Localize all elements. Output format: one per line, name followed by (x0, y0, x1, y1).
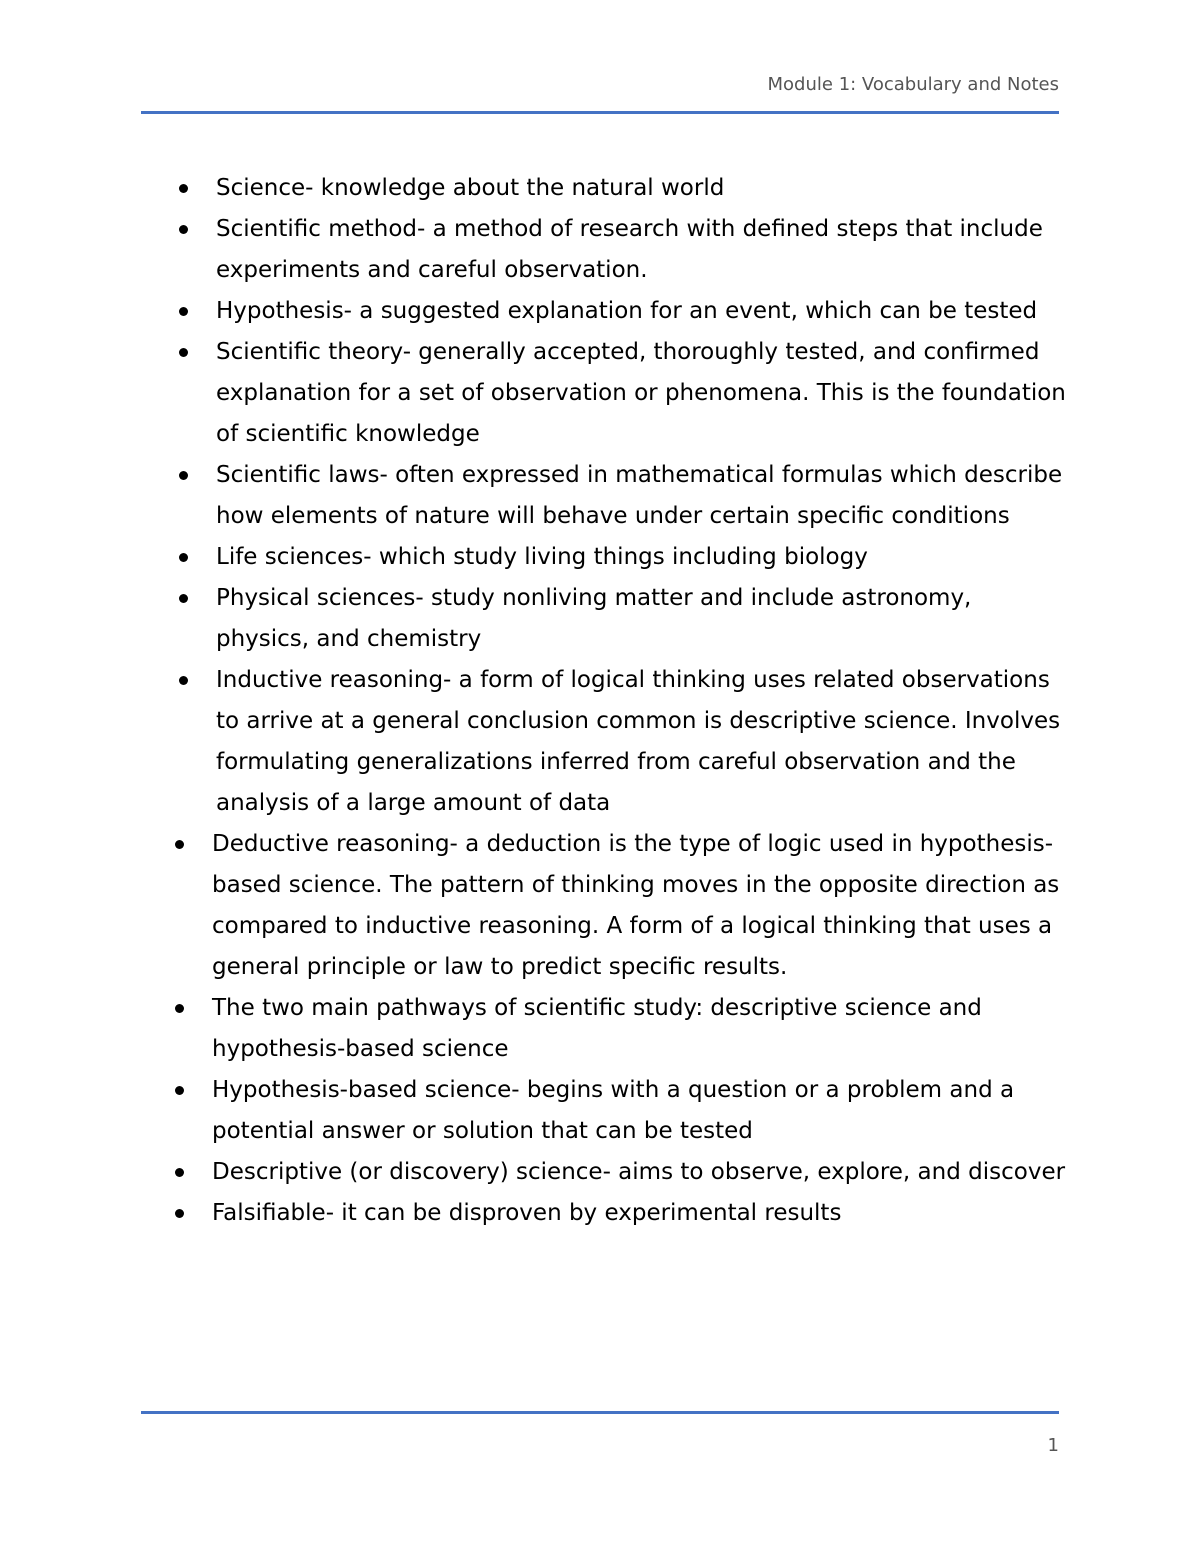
bullet-icon (175, 1168, 184, 1177)
bullet-icon (175, 1086, 184, 1095)
list-item (0, 660, 1200, 824)
bullet-icon (179, 225, 188, 234)
bullet-icon (179, 471, 188, 480)
list-item-text: Scientific method- a method of research with defined steps that include experiments and careful observation. (216, 216, 1043, 283)
list-item (0, 1070, 1200, 1152)
list-item (0, 291, 1200, 332)
list-item (0, 578, 1200, 660)
list-item-text: The two main pathways of scientific study: descriptive science and hypothesis-based science (212, 995, 982, 1062)
list-item (0, 537, 1200, 578)
list-item-text: Hypothesis- a suggested explanation for an event, which can be tested (216, 298, 1038, 324)
vocabulary-list (0, 168, 1200, 1234)
bullet-icon (179, 184, 188, 193)
bullet-icon (175, 1209, 184, 1218)
header-divider (141, 111, 1059, 114)
list-item (0, 824, 1200, 988)
list-item (0, 168, 1200, 209)
bullet-icon (179, 676, 188, 685)
list-item (0, 455, 1200, 537)
list-item (0, 209, 1200, 291)
list-item-text: Physical sciences- study nonliving matter and include astronomy, physics, and chemistry (216, 585, 972, 652)
list-item-text: Scientific laws- often expressed in mathematical formulas which describe how elements of nature will behave under certain specific conditions (216, 462, 1063, 529)
list-item-text: Scientific theory- generally accepted, thoroughly tested, and confirmed explanation for a set of observation or phenomena. This is the foundation of scientific knowledge (216, 339, 1066, 447)
header-title: Module 1: Vocabulary and Notes (767, 74, 1059, 95)
list-item (0, 1193, 1200, 1234)
bullet-icon (175, 1004, 184, 1013)
list-item-text: Science- knowledge about the natural world (216, 175, 725, 201)
list-item-text: Hypothesis-based science- begins with a question or a problem and a potential answer or solution that can be tested (212, 1077, 1015, 1144)
list-item-text: Deductive reasoning- a deduction is the type of logic used in hypothesis-based science. The pattern of thinking moves in the opposite direction as compared to inductive reasoning. A form of a logical thinking that uses a general principle or law to predict specific results. (212, 831, 1060, 980)
list-item-text: Inductive reasoning- a form of logical thinking uses related observations to arrive at a general conclusion common is descriptive science. Involves formulating generalizations inferred from careful observation and the analysis of a large amount of data (216, 667, 1061, 816)
bullet-icon (175, 840, 184, 849)
list-item (0, 332, 1200, 455)
list-item-text: Life sciences- which study living things including biology (216, 544, 868, 570)
page-number: 1 (1047, 1435, 1059, 1456)
list-item-text: Descriptive (or discovery) science- aims to observe, explore, and discover (212, 1159, 1066, 1185)
list-item (0, 1152, 1200, 1193)
bullet-icon (179, 307, 188, 316)
list-item-text: Falsifiable- it can be disproven by experimental results (212, 1200, 842, 1226)
bullet-icon (179, 553, 188, 562)
bullet-icon (179, 594, 188, 603)
bullet-icon (179, 348, 188, 357)
footer-divider (141, 1411, 1059, 1414)
list-item (0, 988, 1200, 1070)
